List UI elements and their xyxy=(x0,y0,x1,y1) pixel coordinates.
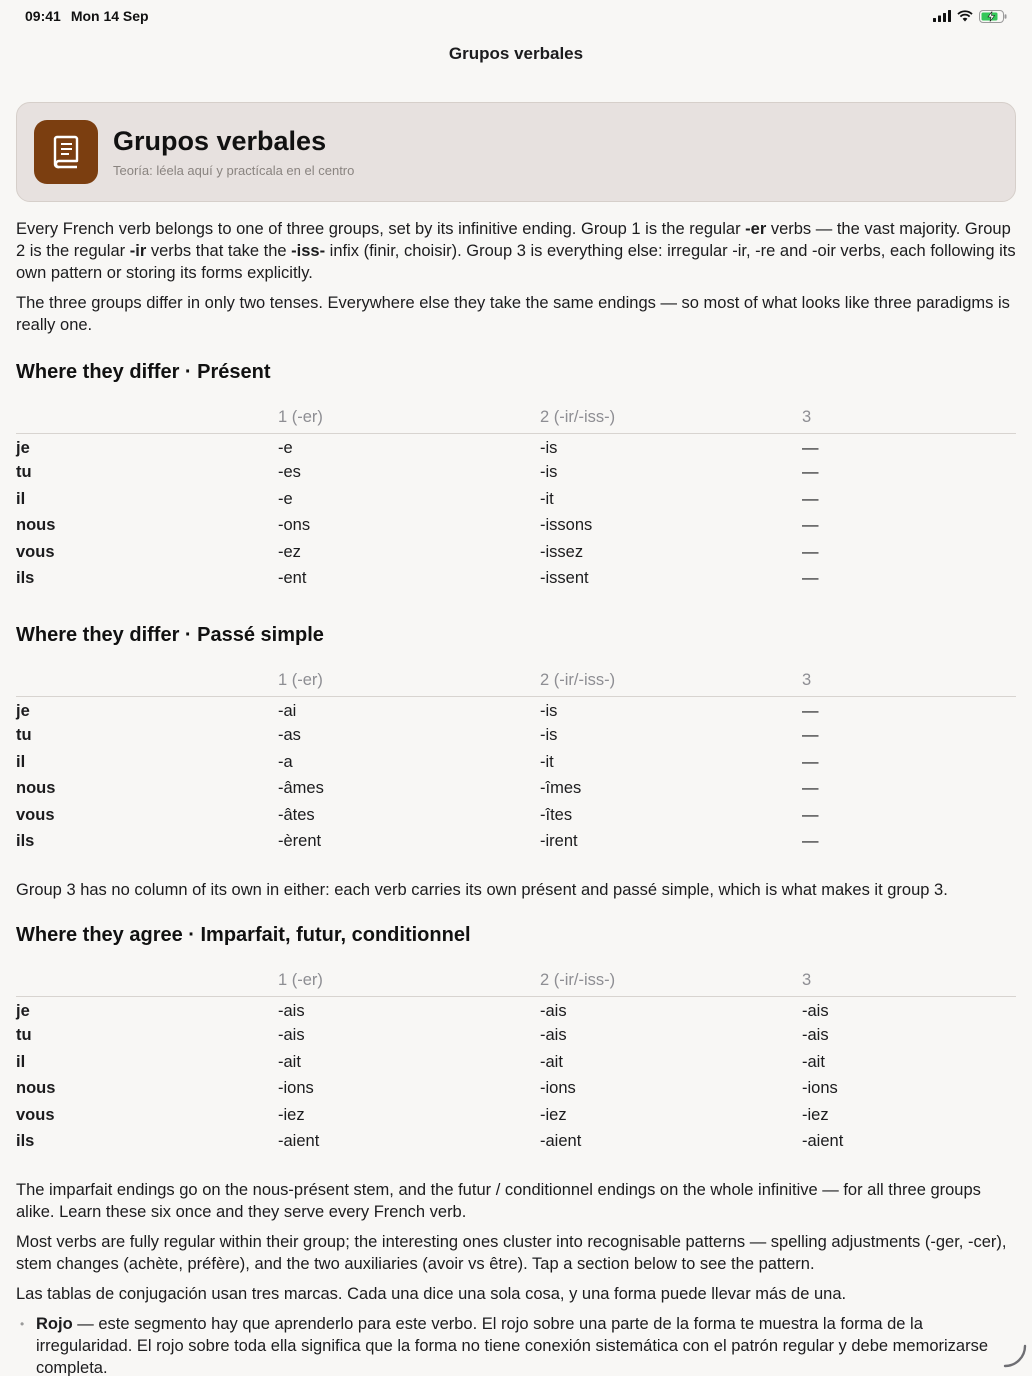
table-header-row xyxy=(16,666,1016,696)
ending-cell: -is xyxy=(540,702,558,720)
status-bar xyxy=(0,0,1032,32)
ending-cell: -e xyxy=(278,439,293,457)
mark-label: Rojo xyxy=(36,1315,73,1333)
pronoun-cell: il xyxy=(16,489,26,508)
header-text xyxy=(113,126,354,178)
column-header: 1 (-er) xyxy=(278,966,540,996)
emphasis-text: -er xyxy=(745,220,767,238)
intro-paragraph-1 xyxy=(16,218,1016,284)
table-row xyxy=(16,513,1016,540)
text-run: Every French verb belongs to one of three groups, set by its infinitive ending. Group 1 is the regular xyxy=(16,220,746,238)
outro-paragraph-3: Las tablas de conjugación usan tres marcas. Cada una dice una sola cosa, y una forma puede llevar más de una. xyxy=(16,1285,847,1303)
table-row xyxy=(16,749,1016,776)
column-header xyxy=(16,403,278,433)
cellular-signal-icon xyxy=(933,10,951,22)
ending-cell: -it xyxy=(540,752,554,771)
passe-simple-endings-table xyxy=(16,666,1016,855)
pronoun-cell: il xyxy=(16,752,26,771)
table-row xyxy=(16,486,1016,513)
table-row xyxy=(16,996,1016,1023)
content xyxy=(16,102,1016,1376)
outro-paragraph-2: Most verbs are fully regular within their group; the interesting ones cluster into recognisable patterns — spelling adjustments (-ger, -cer), stem changes (achète, préfère), and the two auxiliaries (avoir vs être). Tap a section below to see the pattern. xyxy=(16,1233,1007,1273)
column-header: 3 xyxy=(802,666,1016,696)
mark-text: — este segmento hay que aprenderlo para este verbo. El rojo sobre una parte de la forma te muestra la forma de la irregularidad. El rojo sobre toda ella significa que la forma no tiene conexión sistemática con el patrón regular y debe memorizarse completa. xyxy=(36,1315,989,1376)
table-header-row xyxy=(16,403,1016,433)
ending-cell: -îmes xyxy=(540,779,582,798)
ending-cell: -ions xyxy=(278,1079,314,1098)
ending-cell: — xyxy=(802,805,819,824)
ending-cell: -ais xyxy=(802,1026,829,1045)
navigation-title: Grupos verbales xyxy=(448,44,584,63)
ending-cell: -ais xyxy=(540,1026,567,1045)
header-subtitle: Teoría: léela aquí y practícala en el centro xyxy=(113,163,355,178)
ending-cell: -âtes xyxy=(278,805,315,824)
table-row xyxy=(16,1049,1016,1076)
wifi-icon xyxy=(957,10,973,22)
column-header: 1 (-er) xyxy=(278,666,540,696)
column-header: 2 (-ir/-iss-) xyxy=(540,666,802,696)
table-row xyxy=(16,1076,1016,1103)
ending-cell: — xyxy=(802,463,819,482)
section-title-agree: Where they agree · Imparfait, futur, conditionnel xyxy=(16,924,471,946)
ending-cell: — xyxy=(802,439,819,457)
pronoun-cell: je xyxy=(16,439,30,457)
emphasis-text: -iss- xyxy=(291,242,326,260)
status-time: 09:41 xyxy=(25,8,61,24)
pronoun-cell: nous xyxy=(16,779,56,798)
ending-cell: -ais xyxy=(802,1002,829,1020)
table-row xyxy=(16,1102,1016,1129)
pronoun-cell: nous xyxy=(16,1079,56,1098)
table-row xyxy=(16,460,1016,487)
ending-cell: -is xyxy=(540,726,558,745)
table-row xyxy=(16,1129,1016,1156)
column-header xyxy=(16,666,278,696)
ending-cell: -iez xyxy=(540,1105,567,1124)
ending-cell: — xyxy=(802,489,819,508)
pronoun-cell: nous xyxy=(16,516,56,535)
ending-cell: -îtes xyxy=(540,805,573,824)
ending-cell: — xyxy=(802,752,819,771)
status-icons xyxy=(933,10,1007,23)
ending-cell: -ions xyxy=(802,1079,838,1098)
column-header xyxy=(16,966,278,996)
ending-cell: — xyxy=(802,702,819,720)
status-date: Mon 14 Sep xyxy=(70,8,149,24)
ending-cell: -ions xyxy=(540,1079,576,1098)
scroll-indicator[interactable] xyxy=(1002,1344,1028,1370)
table-row xyxy=(16,696,1016,723)
header-title: Grupos verbales xyxy=(113,126,327,156)
ending-cell: — xyxy=(802,726,819,745)
table-header-row xyxy=(16,966,1016,996)
column-header: 1 (-er) xyxy=(278,403,540,433)
ending-cell: -irent xyxy=(540,832,578,851)
table-row xyxy=(16,566,1016,593)
header-icon-tile xyxy=(34,120,98,184)
intro-paragraph-2: The three groups differ in only two tenses. Everywhere else they take the same endings — so most of what looks like three paradigms is really one. xyxy=(16,294,1010,334)
ending-cell: — xyxy=(802,779,819,798)
ending-cell: -èrent xyxy=(278,832,322,851)
pronoun-cell: tu xyxy=(16,726,32,745)
text-run: verbs that take the xyxy=(146,242,292,260)
ending-cell: -ai xyxy=(278,702,297,720)
ending-cell: -aient xyxy=(278,1132,320,1151)
ending-cell: -issez xyxy=(540,542,584,561)
ending-cell: -ait xyxy=(278,1052,301,1071)
ending-cell: -a xyxy=(278,752,293,771)
ending-cell: -e xyxy=(278,489,293,508)
ending-cell: -ait xyxy=(540,1052,563,1071)
ending-cell: -ent xyxy=(278,569,307,588)
pronoun-cell: vous xyxy=(16,1105,55,1124)
table-row xyxy=(16,802,1016,829)
ending-cell: -es xyxy=(278,463,301,482)
header-card xyxy=(16,102,1016,202)
battery-charging-icon xyxy=(979,10,1007,23)
mark-item-rojo xyxy=(16,1313,1016,1376)
ending-cell: -ait xyxy=(802,1052,825,1071)
ending-cell: -issons xyxy=(540,516,593,535)
text-run: verbs — the vast majority. Group 2 is the regular xyxy=(16,220,1011,260)
section-title-passe-simple: Where they differ · Passé simple xyxy=(16,624,324,646)
pronoun-cell: ils xyxy=(16,569,35,588)
ending-cell: — xyxy=(802,569,819,588)
ending-cell: -it xyxy=(540,489,554,508)
ending-cell: -iez xyxy=(278,1105,305,1124)
marks-list xyxy=(16,1313,1016,1376)
pronoun-cell: vous xyxy=(16,805,55,824)
table-row xyxy=(16,539,1016,566)
ending-cell: -is xyxy=(540,439,558,457)
section-title-present: Where they differ · Présent xyxy=(16,361,271,383)
ending-cell: — xyxy=(802,542,819,561)
pronoun-cell: il xyxy=(16,1052,26,1071)
group3-note: Group 3 has no column of its own in either: each verb carries its own présent and passé simple, which is what makes it group 3. xyxy=(16,881,948,899)
ending-cell: -aient xyxy=(540,1132,582,1151)
emphasis-text: -ir xyxy=(129,242,147,260)
book-icon xyxy=(51,134,81,170)
ending-cell: -issent xyxy=(540,569,589,588)
pronoun-cell: ils xyxy=(16,832,35,851)
table-row xyxy=(16,776,1016,803)
pronoun-cell: ils xyxy=(16,1132,35,1151)
table-row xyxy=(16,829,1016,856)
ending-cell: -ais xyxy=(278,1026,305,1045)
ending-cell: -as xyxy=(278,726,301,745)
ending-cell: -ais xyxy=(278,1002,305,1020)
column-header: 3 xyxy=(802,403,1016,433)
outro-paragraph-1: The imparfait endings go on the nous-présent stem, and the futur / conditionnel endings on the whole infinitive — for all three groups alike. Learn these six once and they serve every French verb. xyxy=(16,1181,981,1221)
table-row xyxy=(16,433,1016,460)
ending-cell: -iez xyxy=(802,1105,829,1124)
ending-cell: -aient xyxy=(802,1132,844,1151)
present-endings-table xyxy=(16,403,1016,592)
column-header: 2 (-ir/-iss-) xyxy=(540,403,802,433)
column-header: 2 (-ir/-iss-) xyxy=(540,966,802,996)
pronoun-cell: je xyxy=(16,702,30,720)
column-header: 3 xyxy=(802,966,1016,996)
ending-cell: -ez xyxy=(278,542,301,561)
ending-cell: -ais xyxy=(540,1002,567,1020)
shared-endings-table xyxy=(16,966,1016,1155)
ending-cell: -âmes xyxy=(278,779,324,798)
table-row xyxy=(16,1023,1016,1050)
ending-cell: -ons xyxy=(278,516,311,535)
ending-cell: — xyxy=(802,516,819,535)
ending-cell: — xyxy=(802,832,819,851)
pronoun-cell: je xyxy=(16,1002,30,1020)
text-run: infix (finir, choisir). Group 3 is everything else: irregular -ir, -re and -oir verbs, each following its own pattern or storing its forms explicitly. xyxy=(16,242,1016,282)
pronoun-cell: tu xyxy=(16,463,32,482)
pronoun-cell: vous xyxy=(16,542,55,561)
table-row xyxy=(16,723,1016,750)
ending-cell: -is xyxy=(540,463,558,482)
pronoun-cell: tu xyxy=(16,1026,32,1045)
